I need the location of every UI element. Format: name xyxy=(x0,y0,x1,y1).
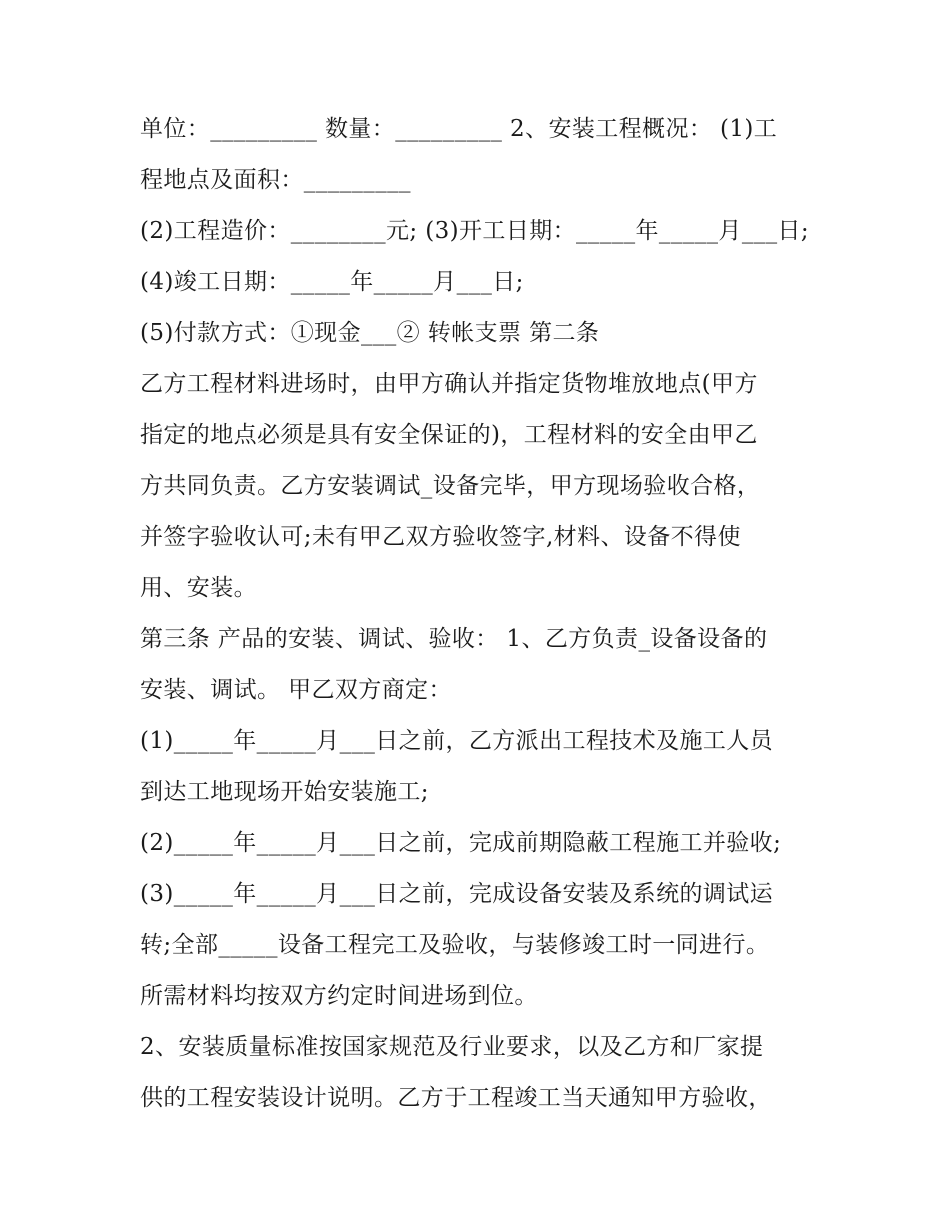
text-line: 安装、调试。 甲乙双方商定： xyxy=(140,677,452,703)
text-line: 到达工地现场开始安装施工; xyxy=(140,779,429,805)
text-line: 转;全部_____设备工程完工及验收，与装修竣工时一同进行。 xyxy=(140,932,770,958)
text-line: 方共同负责。乙方安装调试_设备完毕，甲方现场验收合格， xyxy=(140,473,761,499)
text-line: 所需材料均按双方约定时间进场到位。 xyxy=(140,983,538,1009)
text-line: (1)_____年_____月___日之前，乙方派出工程技术及施工人员 xyxy=(140,728,774,754)
contract-text xyxy=(140,104,810,1124)
text-line: 2、安装质量标准按国家规范及行业要求，以及乙方和厂家提 xyxy=(140,1034,764,1060)
text-line: (2)工程造价：________元; (3)开工日期：_____年_____月___日; xyxy=(140,218,810,244)
text-line: (3)_____年_____月___日之前，完成设备安装及系统的调试运 xyxy=(140,881,774,907)
text-line: 乙方工程材料进场时，由甲方确认并指定货物堆放地点(甲方 xyxy=(140,371,758,397)
text-line: (5)付款方式：①现金___② 转帐支票 第二条 xyxy=(140,320,600,346)
text-line: 并签字验收认可;未有甲乙双方验收签字,材料、设备不得使 xyxy=(140,524,741,550)
text-line: 单位：_________ 数量：_________ 2、安装工程概况： (1)工 xyxy=(140,116,778,142)
text-line: 程地点及面积：_________ xyxy=(140,167,411,193)
text-line: 指定的地点必须是具有安全保证的)，工程材料的安全由甲乙 xyxy=(140,422,758,448)
text-line: (4)竣工日期：_____年_____月___日; xyxy=(140,269,524,295)
text-line: (2)_____年_____月___日之前，完成前期隐蔽工程施工并验收; xyxy=(140,830,782,856)
text-line: 供的工程安装设计说明。乙方于工程竣工当天通知甲方验收， xyxy=(140,1085,772,1111)
text-line: 第三条 产品的安装、调试、验收： 1、乙方负责_设备设备的 xyxy=(140,626,768,652)
text-line: 用、安装。 xyxy=(140,575,257,601)
